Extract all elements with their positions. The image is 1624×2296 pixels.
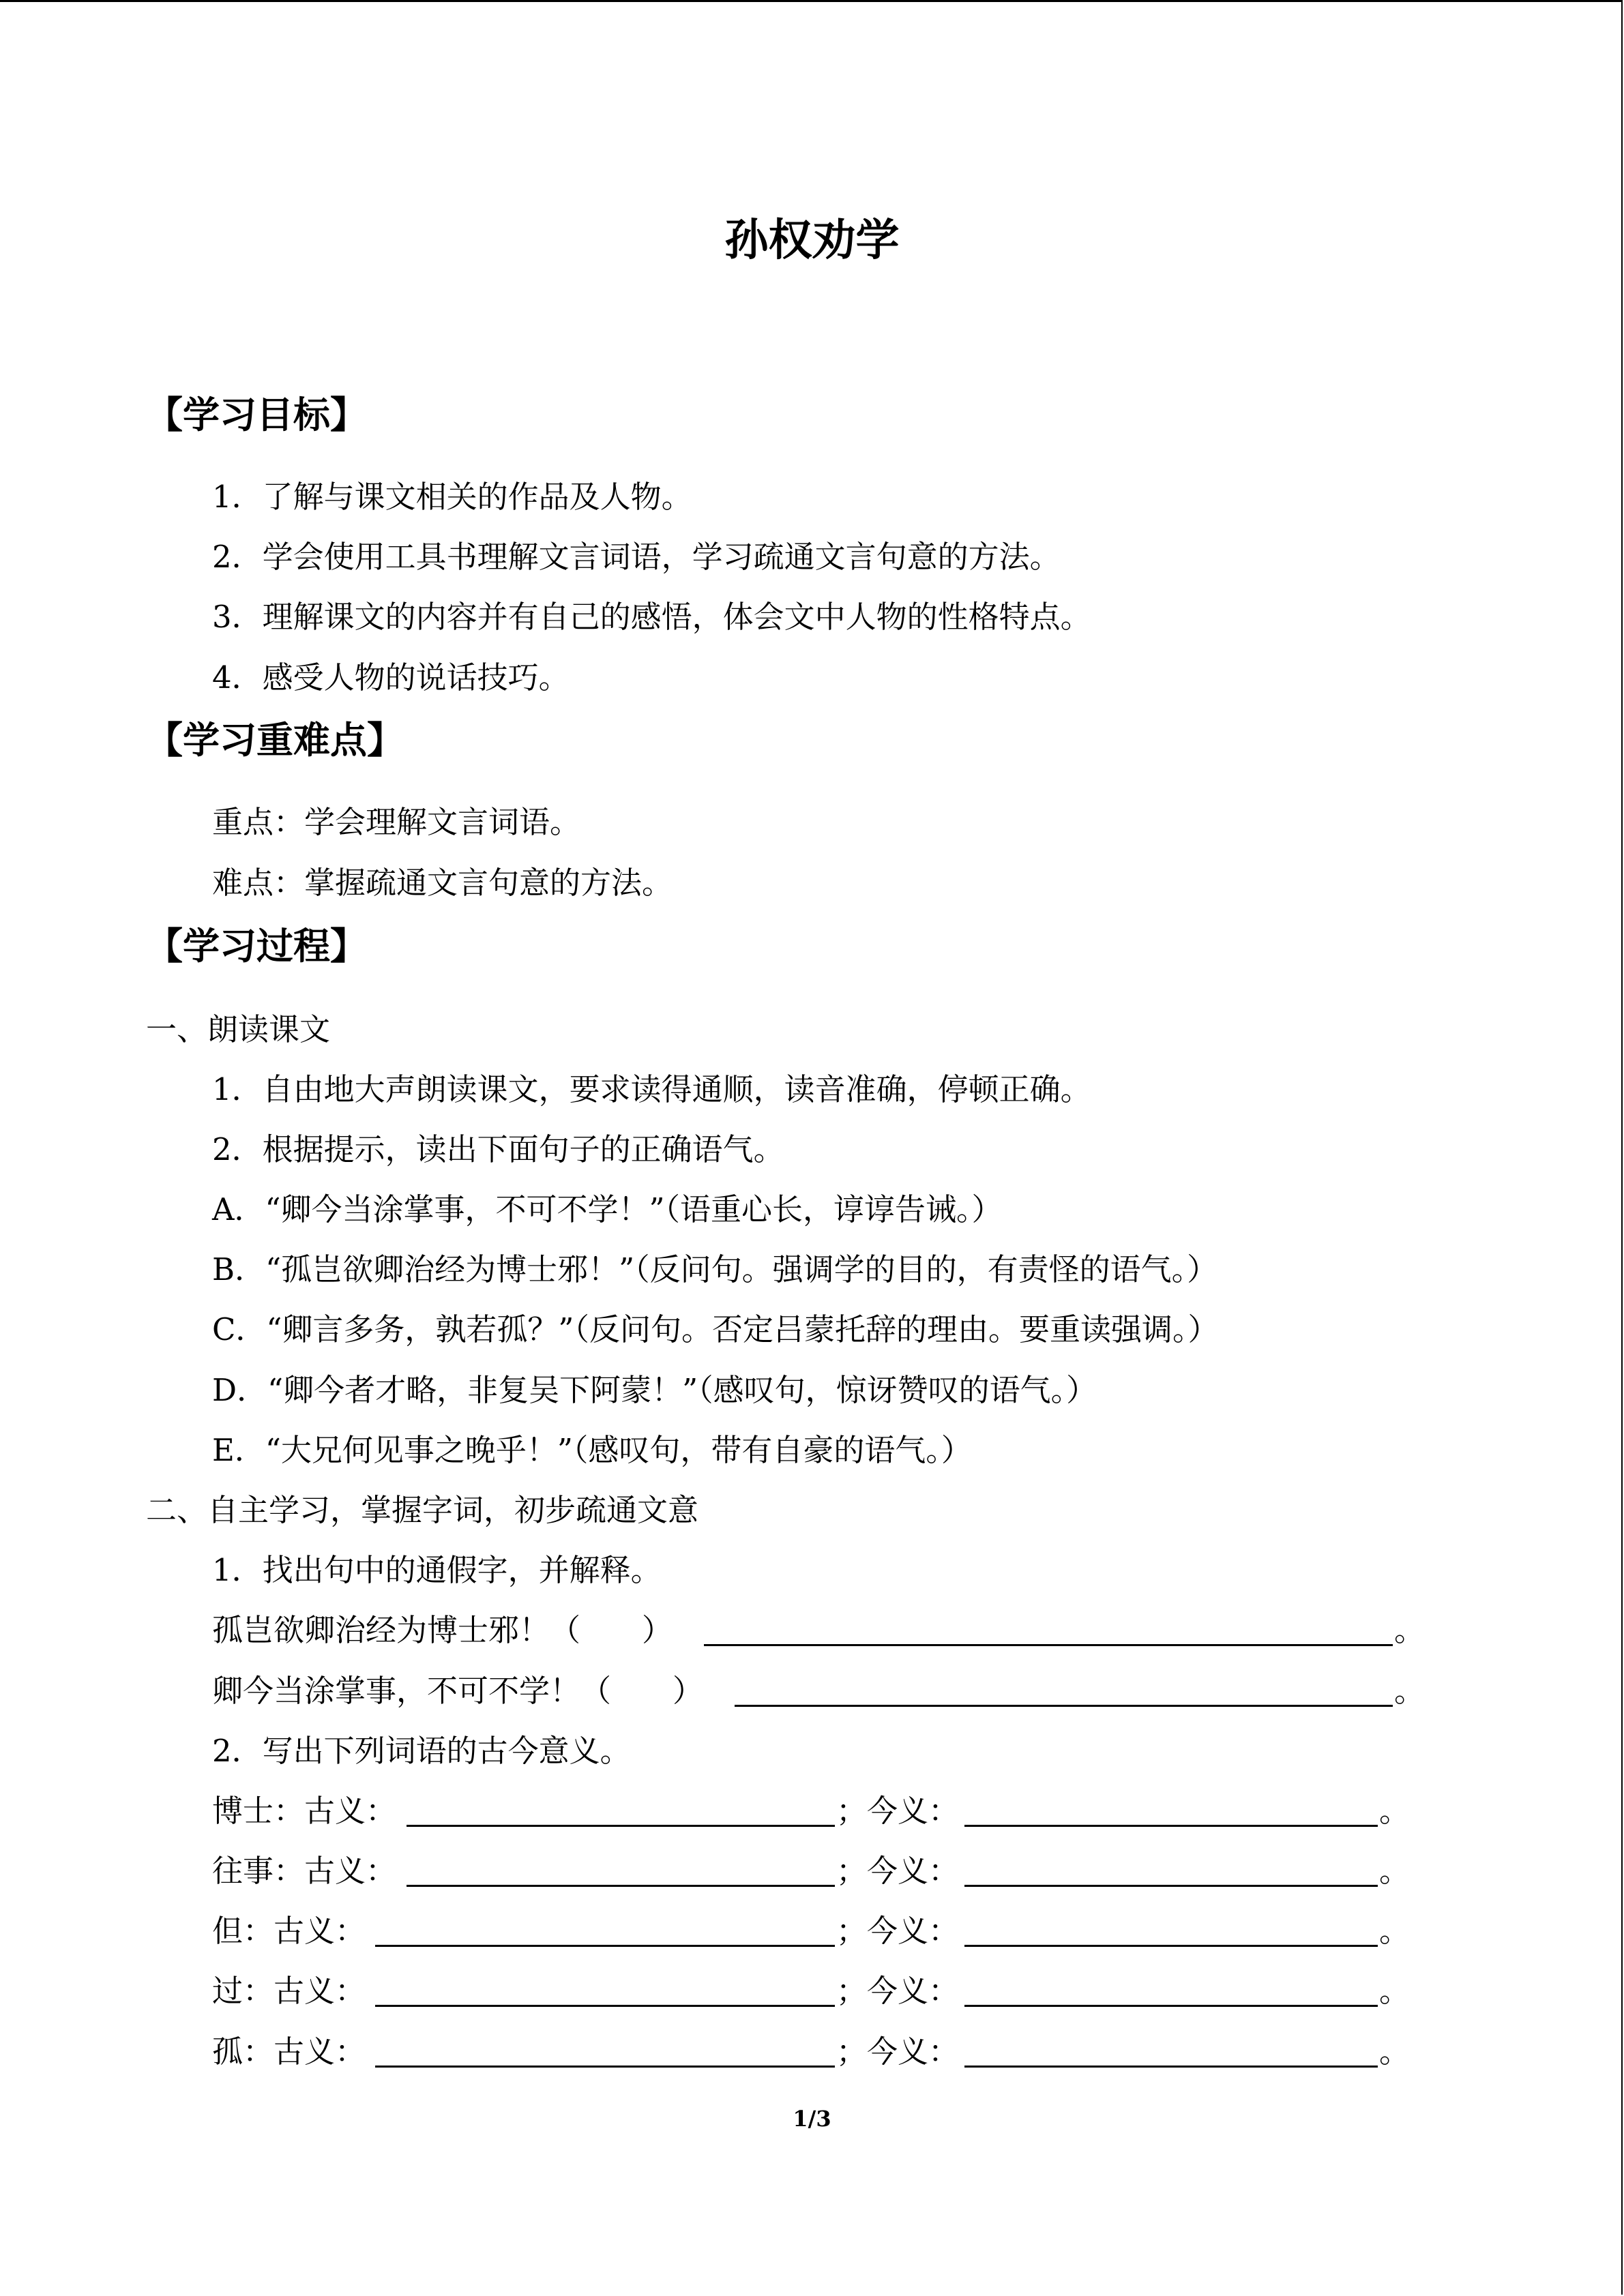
section-heading-goals: 【学习目标】 <box>146 393 367 436</box>
gu-yi-blank[interactable] <box>375 2005 835 2007</box>
gu-yi-blank[interactable] <box>375 1945 835 1947</box>
jin-yi-blank[interactable] <box>964 1945 1378 1947</box>
tongjia-sentence-2: 卿今当涂掌事，不可不学！（ ） <box>212 1673 704 1709</box>
word-label-guo: 过：古义： <box>212 1973 366 2009</box>
end-mark: 。 <box>1379 1853 1411 1889</box>
jin-yi-label: ；今义： <box>836 1853 960 1889</box>
word-label-wangshi: 往事：古义： <box>212 1853 397 1889</box>
gu-yi-blank[interactable] <box>407 1825 835 1827</box>
gu-yi-blank[interactable] <box>407 1885 835 1887</box>
reading-sentence-c: C．“卿言多务，孰若孤？”（反问句。否定吕蒙托辞的理由。要重读强调。） <box>212 1311 1219 1347</box>
part-title-reading: 一、朗读课文 <box>146 1011 331 1047</box>
jin-yi-blank[interactable] <box>964 2066 1378 2068</box>
end-mark: 。 <box>1379 1913 1411 1949</box>
goal-item: 1．了解与课文相关的作品及人物。 <box>212 479 692 515</box>
jin-yi-blank[interactable] <box>964 1825 1378 1827</box>
jin-yi-blank[interactable] <box>964 2005 1378 2007</box>
answer-blank[interactable] <box>735 1705 1393 1707</box>
key-point-item: 难点：掌握疏通文言句意的方法。 <box>212 865 673 901</box>
jin-yi-label: ；今义： <box>836 1913 960 1949</box>
goal-item: 3．理解课文的内容并有自己的感悟，体会文中人物的性格特点。 <box>212 599 1091 635</box>
end-mark: 。 <box>1379 1973 1411 2009</box>
reading-sentence-e: E．“大兄何见事之晚乎！”（感叹句，带有自豪的语气。） <box>212 1432 972 1468</box>
reading-item: 1．自由地大声朗读课文，要求读得通顺，读音准确，停顿正确。 <box>212 1071 1091 1107</box>
word-label-gu: 孤：古义： <box>212 2033 366 2070</box>
key-point-item: 重点：学会理解文言词语。 <box>212 804 581 840</box>
reading-sentence-b: B．“孤岂欲卿治经为博士邪！”（反问句。强调学的目的，有责怪的语气。） <box>212 1251 1218 1287</box>
reading-sentence-d: D．“卿今者才略，非复吴下阿蒙！”（感叹句，惊讶赞叹的语气。） <box>212 1372 1097 1408</box>
jin-yi-label: ；今义： <box>836 1793 960 1829</box>
section-heading-key-points: 【学习重难点】 <box>146 719 404 762</box>
end-mark: 。 <box>1379 1793 1411 1829</box>
jin-yi-blank[interactable] <box>964 1885 1378 1887</box>
end-mark: 。 <box>1379 2033 1411 2070</box>
goal-item: 4．感受人物的说话技巧。 <box>212 659 570 696</box>
part-title-self-study: 二、自主学习，掌握字词，初步疏通文意 <box>146 1492 699 1528</box>
word-label-boshi: 博士：古义： <box>212 1793 397 1829</box>
page-number: 1/3 <box>793 2106 831 2132</box>
goal-item: 2．学会使用工具书理解文言词语，学习疏通文言句意的方法。 <box>212 539 1061 575</box>
end-mark: 。 <box>1394 1612 1426 1648</box>
question-1: 1．找出句中的通假字，并解释。 <box>212 1552 662 1588</box>
section-heading-process: 【学习过程】 <box>146 925 367 968</box>
word-label-dan: 但：古义： <box>212 1913 366 1949</box>
question-2: 2．写出下列词语的古今意义。 <box>212 1733 631 1769</box>
gu-yi-blank[interactable] <box>375 2066 835 2068</box>
jin-yi-label: ；今义： <box>836 2033 960 2070</box>
end-mark: 。 <box>1394 1673 1426 1709</box>
answer-blank[interactable] <box>704 1644 1393 1646</box>
jin-yi-label: ；今义： <box>836 1973 960 2009</box>
reading-sentence-a: A．“卿今当涂掌事，不可不学！”（语重心长，谆谆告诫。） <box>212 1191 1003 1227</box>
tongjia-sentence-1: 孤岂欲卿治经为博士邪！（ ） <box>212 1612 673 1648</box>
reading-item: 2．根据提示，读出下面句子的正确语气。 <box>212 1131 784 1167</box>
page-title: 孙权劝学 <box>724 215 900 266</box>
